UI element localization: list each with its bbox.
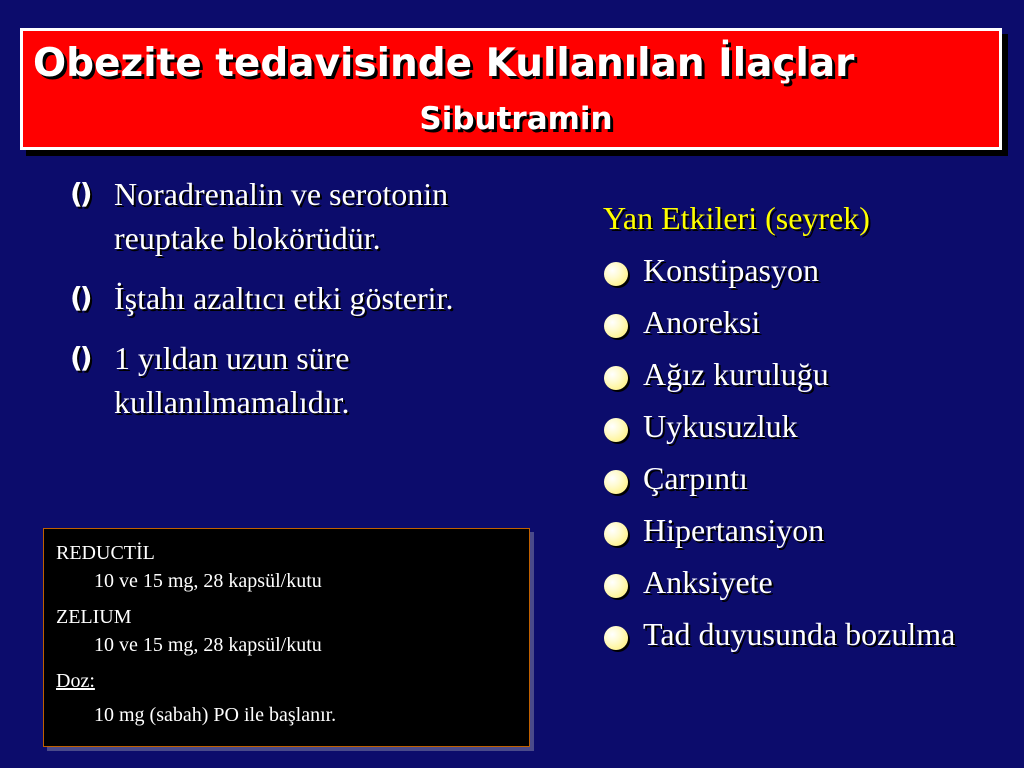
list-item (603, 612, 1003, 656)
round-bullet-icon (604, 574, 628, 598)
drug-info-box (43, 528, 530, 747)
side-effect-text: Çarpıntı (643, 460, 748, 496)
round-bullet-icon (604, 418, 628, 442)
list-item (603, 248, 1003, 292)
round-bullet-icon (604, 470, 628, 494)
drug-detail-reductil: 10 ve 15 mg, 28 kapsül/kutu (94, 570, 322, 592)
side-effect-text: Konstipasyon (643, 252, 819, 288)
list-item (603, 456, 1003, 500)
bullet-text: İştahı azaltıcı etki gösterir. (114, 280, 454, 316)
side-effect-text: Hipertansiyon (643, 512, 825, 548)
drug-name-zelium: ZELIUM (56, 606, 132, 628)
round-bullet-icon (604, 366, 628, 390)
list-item (603, 352, 1003, 396)
side-effect-text: Tad duyusunda bozulma (643, 616, 956, 652)
list-item (68, 172, 468, 260)
curved-brackets-bullet-icon: () (70, 177, 90, 210)
slide-title: Obezite tedavisinde Kullanılan İlaçlar (33, 41, 855, 86)
bullet-text: 1 yıldan uzun süre kullanılmamalıdır. (114, 340, 350, 420)
bullet-text: Noradrenalin ve serotonin reuptake blokörüdür. (114, 176, 449, 256)
dose-detail: 10 mg (sabah) PO ile başlanır. (94, 704, 337, 726)
curved-brackets-bullet-icon: () (70, 341, 90, 374)
round-bullet-icon (604, 262, 628, 286)
list-item (603, 560, 1003, 604)
side-effects-list (603, 248, 1003, 656)
title-box (20, 28, 1002, 150)
round-bullet-icon (604, 522, 628, 546)
list-item (603, 404, 1003, 448)
curved-brackets-bullet-icon: () (70, 281, 90, 314)
drug-name-reductil: REDUCTİL (56, 542, 155, 564)
left-bullet-list (68, 172, 468, 440)
dose-label: Doz: (56, 670, 95, 692)
list-item (603, 300, 1003, 344)
slide-subtitle: Sibutramin (419, 101, 613, 137)
list-item (68, 276, 468, 320)
side-effects-heading: Yan Etkileri (seyrek) (603, 200, 870, 236)
round-bullet-icon (604, 626, 628, 650)
side-effect-text: Anoreksi (643, 304, 761, 340)
side-effect-text: Uykusuzluk (643, 408, 798, 444)
side-effects-section (603, 196, 1003, 664)
list-item (68, 336, 468, 424)
round-bullet-icon (604, 314, 628, 338)
drug-detail-zelium: 10 ve 15 mg, 28 kapsül/kutu (94, 634, 322, 656)
side-effect-text: Anksiyete (643, 564, 773, 600)
list-item (603, 508, 1003, 552)
side-effect-text: Ağız kuruluğu (643, 356, 829, 392)
